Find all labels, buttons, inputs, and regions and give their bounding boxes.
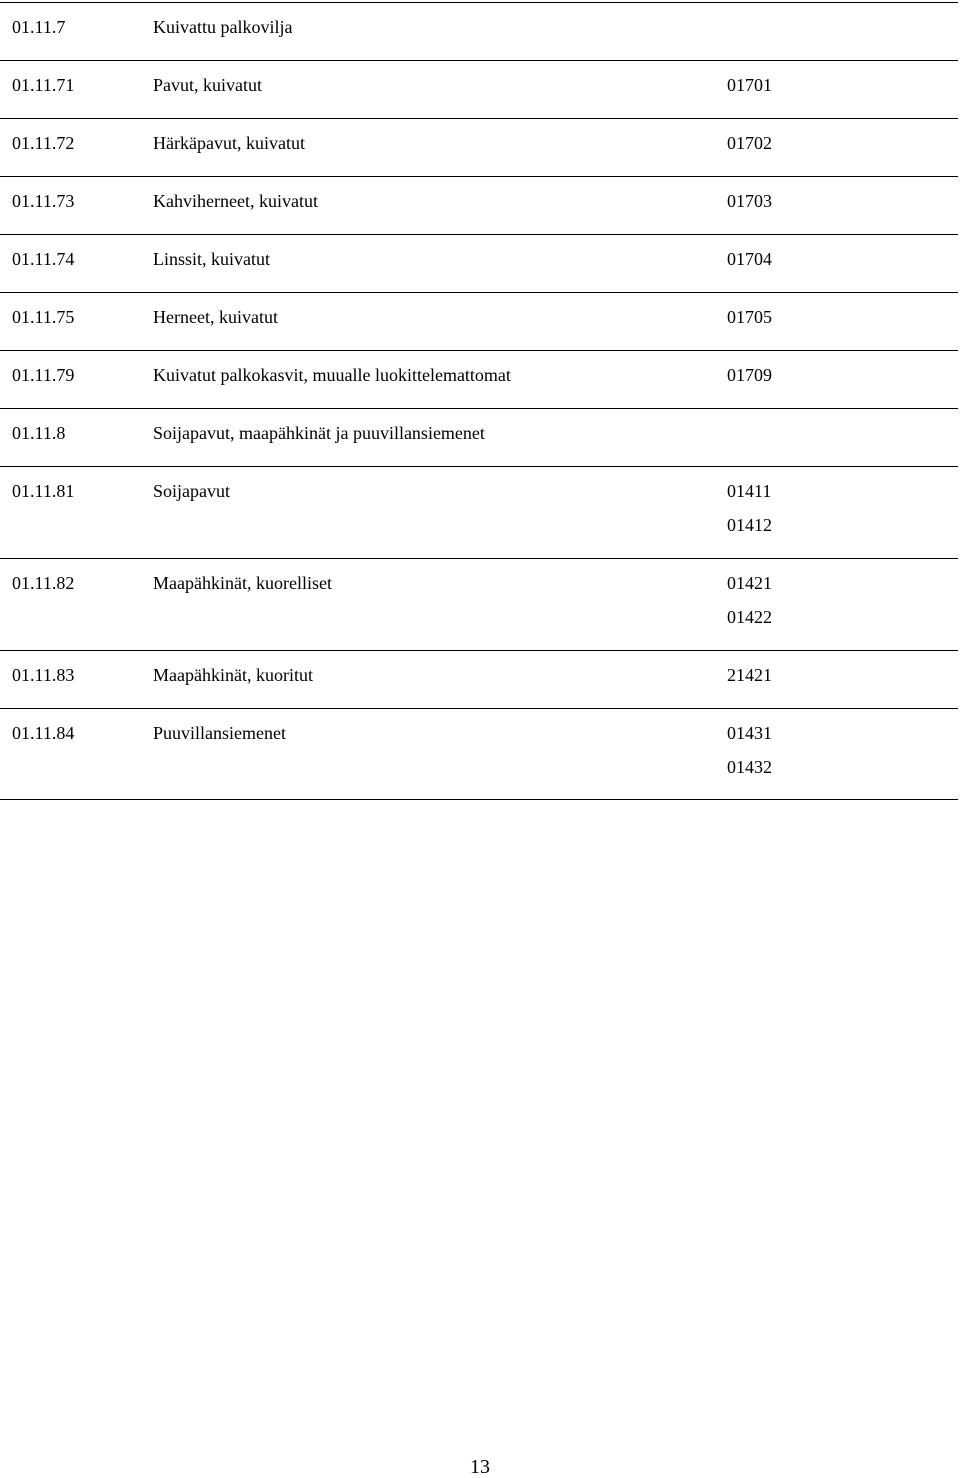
table-row — [0, 409, 958, 467]
row-numbers — [727, 573, 772, 641]
table-row — [0, 3, 958, 61]
row-code: 01.11.72 — [12, 133, 75, 153]
row-number: 01412 — [727, 515, 772, 535]
table-row — [0, 651, 958, 709]
row-number: 21421 — [727, 665, 772, 685]
table-row — [0, 709, 958, 800]
row-name: Kuivatut palkokasvit, muualle luokittelemattomat — [153, 365, 511, 385]
row-numbers — [727, 665, 772, 699]
table-row — [0, 559, 958, 651]
table-row — [0, 61, 958, 119]
row-numbers — [727, 723, 772, 791]
table-row — [0, 119, 958, 177]
row-name: Maapähkinät, kuorelliset — [153, 573, 332, 593]
row-number: 01709 — [727, 365, 772, 385]
row-name: Soijapavut — [153, 481, 230, 501]
row-code: 01.11.74 — [12, 249, 75, 269]
row-name: Linssit, kuivatut — [153, 249, 270, 269]
row-code: 01.11.7 — [12, 17, 66, 37]
row-numbers — [727, 75, 772, 109]
row-numbers — [727, 481, 772, 549]
row-number: 01432 — [727, 757, 772, 777]
row-code: 01.11.73 — [12, 191, 75, 211]
row-number: 01701 — [727, 75, 772, 95]
row-code: 01.11.81 — [12, 481, 75, 501]
row-numbers — [727, 133, 772, 167]
row-numbers — [727, 365, 772, 399]
row-name: Kuivattu palkovilja — [153, 17, 293, 37]
row-number: 01411 — [727, 481, 772, 501]
row-name: Herneet, kuivatut — [153, 307, 278, 327]
row-number: 01421 — [727, 573, 772, 593]
table-row — [0, 293, 958, 351]
row-code: 01.11.82 — [12, 573, 75, 593]
row-number: 01431 — [727, 723, 772, 743]
row-number: 01704 — [727, 249, 772, 269]
table-row — [0, 177, 958, 235]
row-numbers — [727, 307, 772, 341]
row-name: Härkäpavut, kuivatut — [153, 133, 305, 153]
table-row — [0, 235, 958, 293]
row-code: 01.11.75 — [12, 307, 75, 327]
row-numbers — [727, 191, 772, 225]
row-code: 01.11.84 — [12, 723, 75, 743]
page-number: 13 — [470, 1456, 490, 1478]
row-code: 01.11.8 — [12, 423, 66, 443]
row-name: Kahviherneet, kuivatut — [153, 191, 318, 211]
classification-table — [0, 2, 958, 800]
row-number: 01702 — [727, 133, 772, 153]
table-row — [0, 467, 958, 559]
row-name: Puuvillansiemenet — [153, 723, 286, 743]
row-name: Maapähkinät, kuoritut — [153, 665, 313, 685]
row-numbers — [727, 249, 772, 283]
row-number: 01703 — [727, 191, 772, 211]
row-name: Soijapavut, maapähkinät ja puuvillansiemenet — [153, 423, 485, 443]
row-number: 01705 — [727, 307, 772, 327]
row-code: 01.11.83 — [12, 665, 75, 685]
row-code: 01.11.79 — [12, 365, 75, 385]
row-name: Pavut, kuivatut — [153, 75, 262, 95]
row-number: 01422 — [727, 607, 772, 627]
row-code: 01.11.71 — [12, 75, 75, 95]
table-row — [0, 351, 958, 409]
